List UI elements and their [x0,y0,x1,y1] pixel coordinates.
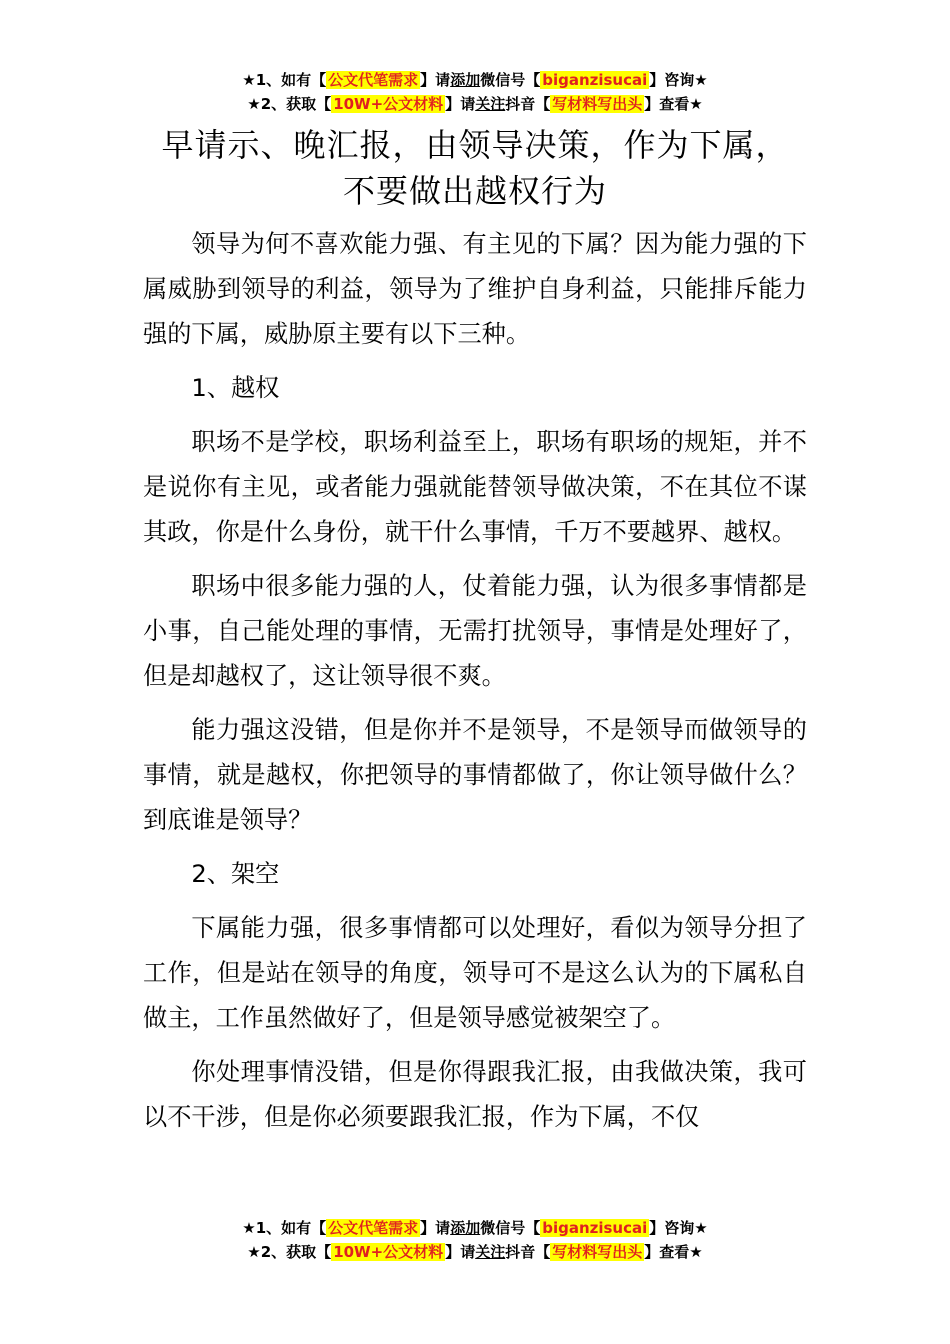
paragraph: 能力强这没错，但是你并不是领导，不是领导而做领导的事情，就是越权，你把领导的事情都做了，你让领导做什么？到底谁是领导？ [143,716,807,834]
paragraph: 你处理事情没错，但是你得跟我汇报，由我做决策，我可以不干涉，但是你必须要跟我汇报，作为下属，不仅 [143,1058,807,1131]
title-line-2: 不要做出越权行为 [342,172,607,210]
paragraph: 领导为何不喜欢能力强、有主见的下属？因为能力强的下属威胁到领导的利益，领导为了维护自身利益，只能排斥能力强的下属，威胁原主要有以下三种。 [143,230,807,348]
highlight-wechat-id: biganzisucai [542,1219,648,1237]
footer-banner [0,1216,950,1264]
highlight-douyin-name: 写材料写出头 [552,1243,643,1261]
paragraph: 下属能力强，很多事情都可以处理好，看似为领导分担了工作，但是站在领导的角度，领导可不是这么认为的下属私自做主，工作虽然做好了，但是领导感觉被架空了。 [143,914,807,1032]
banner-line-2: ★2、获取【 10W+公文材料 】请关注抖音【 写材料写出头 】查看★ [247,95,703,113]
highlight-service: 公文代笔需求 [328,1219,419,1237]
paragraph: 职场不是学校，职场利益至上，职场有职场的规矩，并不是说你有主见，或者能力强就能替领导做决策，不在其位不谋其政，你是什么身份，就干什么事情，千万不要越界、越权。 [143,428,807,546]
document-body [143,222,807,1149]
banner-line-1: ★1、如有【 公文代笔需求 】请添加微信号【 biganzisucai 】咨询★ [242,1219,708,1237]
banner-line-1: ★1、如有【 公文代笔需求 】请添加微信号【 biganzisucai 】咨询★ [242,71,708,89]
section-heading: 2、架空 [191,860,280,888]
title-line-1: 早请示、晚汇报，由领导决策，作为下属， [161,126,789,164]
highlight-wechat-id: biganzisucai [542,71,648,89]
header-banner [0,68,950,116]
section-heading: 1、越权 [191,374,280,402]
banner-line-2: ★2、获取【 10W+公文材料 】请关注抖音【 写材料写出头 】查看★ [247,1243,703,1261]
highlight-materials: 10W+公文材料 [333,95,444,113]
highlight-douyin-name: 写材料写出头 [552,95,643,113]
document-title [0,122,950,214]
highlight-service: 公文代笔需求 [328,71,419,89]
paragraph: 职场中很多能力强的人，仗着能力强，认为很多事情都是小事，自己能处理的事情，无需打扰领导，事情是处理好了，但是却越权了，这让领导很不爽。 [143,572,807,690]
highlight-materials: 10W+公文材料 [333,1243,444,1261]
